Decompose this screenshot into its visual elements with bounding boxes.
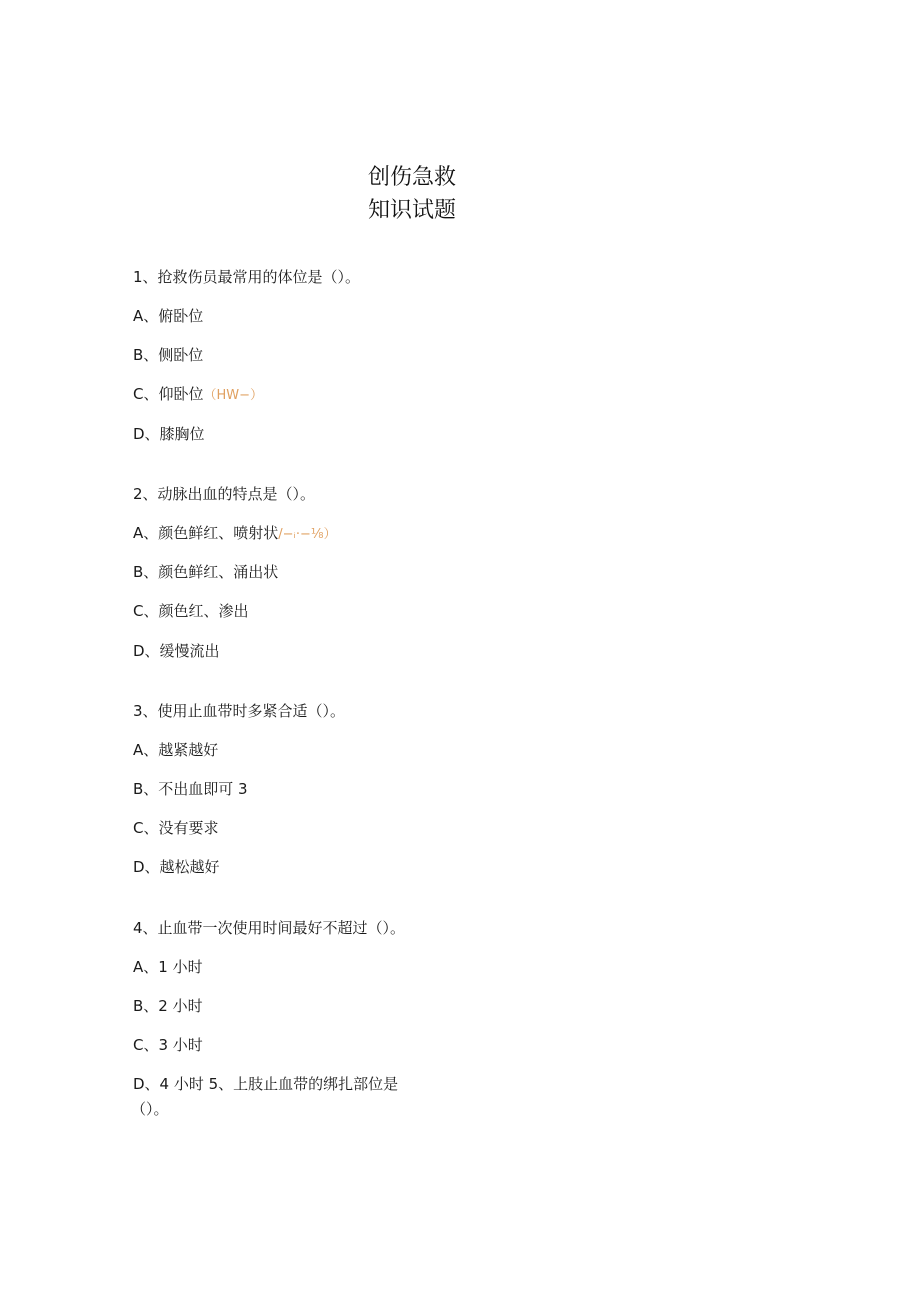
question-3-option-b [133,779,248,799]
question-1-option-b [133,345,203,365]
option-text: C、没有要求 [133,819,219,837]
document-title-line-2: 知识试题 [367,198,456,223]
question-4-option-b [133,996,203,1016]
question-5-stem-continuation: （）。 [131,1100,169,1118]
question-4-option-d [133,1074,398,1094]
option-text: A、俯卧位 [133,307,204,325]
option-text: B、不出血即可 3 [133,780,248,798]
question-4-option-a [133,957,203,977]
option-text: D、膝胸位 [133,425,205,443]
question-3-option-d [133,857,220,877]
option-text: D、缓慢流出 [133,642,220,660]
question-2-stem: 2、动脉出血的特点是（）。 [133,485,316,503]
option-text: A、颜色鲜红、喷射状 [133,524,279,542]
option-text: C、3 小时 [133,1036,203,1054]
question-2-option-c [133,601,248,621]
option-text: C、仰卧位 [133,385,204,403]
question-2-option-b [133,562,278,582]
option-text: B、侧卧位 [133,346,204,364]
option-text: C、颜色红、渗出 [133,602,249,620]
option-text: B、颜色鲜红、涌出状 [133,563,279,581]
question-1-option-d [133,424,205,444]
question-3-option-c [133,818,218,838]
question-1-option-c [133,384,263,406]
option-text: A、1 小时 [133,958,203,976]
option-text: D、4 小时 5、上肢止血带的绑扎部位是 [133,1075,399,1093]
question-2-option-a [133,523,337,545]
question-3-option-a [133,740,218,760]
question-3-stem: 3、使用止血带时多紧合适（）。 [133,702,346,720]
question-1-option-a [133,306,203,326]
question-1-stem: 1、抢救伤员最常用的体位是（）。 [133,268,361,286]
handwritten-annotation: /−ᵢ·−⅛） [278,527,337,542]
option-text: A、越紧越好 [133,741,219,759]
question-2-option-d [133,641,220,661]
question-4-option-c [133,1035,203,1055]
document-title-line-1: 创伤急救 [367,165,456,190]
handwritten-annotation: （HW−） [203,388,264,403]
option-text: B、2 小时 [133,997,203,1015]
option-text: D、越松越好 [133,858,220,876]
question-4-stem: 4、止血带一次使用时间最好不超过（）。 [133,919,406,937]
